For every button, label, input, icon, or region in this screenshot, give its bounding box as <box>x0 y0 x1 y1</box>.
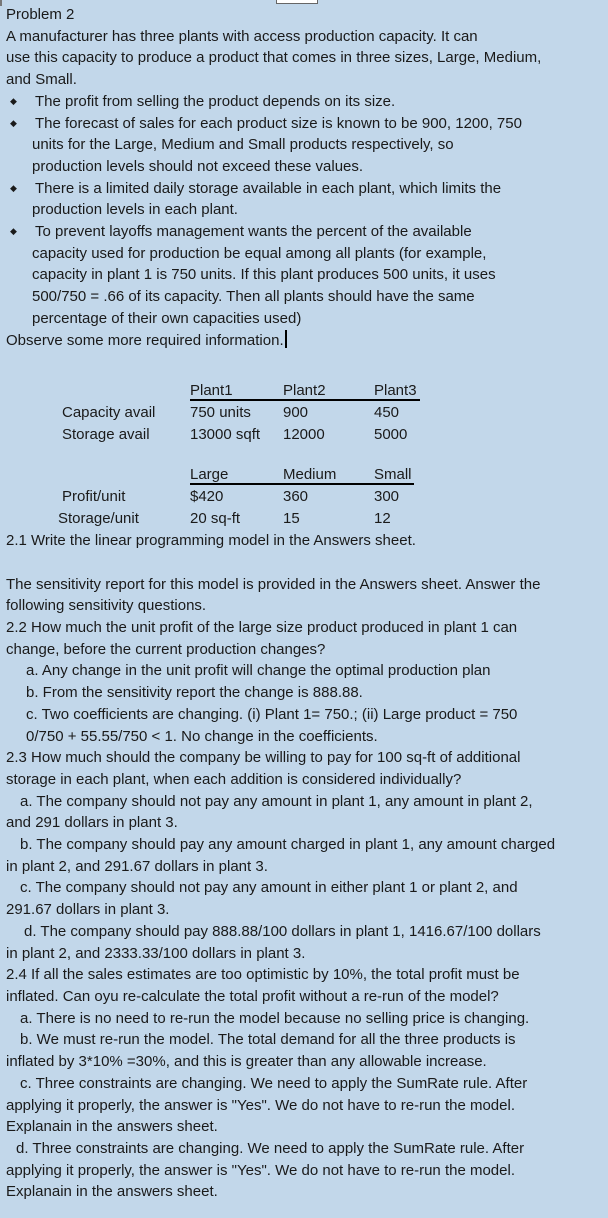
diamond-bullet-icon: ◆ <box>10 95 17 106</box>
products-header-rule <box>190 483 414 485</box>
text-line: Explanain in the answers sheet. <box>6 1183 218 1201</box>
intro-paragraph: A manufacturer has three plants with access production capacity. It can use this capacity to produce a product that comes in three sizes, Large, Medium, and Small. <box>6 27 542 89</box>
text-line: inflated. Can oyu re-calculate the total profit without a re-run of the model? <box>6 988 499 1005</box>
option-b: b. From the sensitivity report the change is 888.88. <box>26 684 363 702</box>
blank-line <box>6 552 606 574</box>
plants-header-2: Plant2 <box>283 382 326 400</box>
text-line: 291.67 dollars in plant 3. <box>6 901 170 919</box>
table-cell: 5000 <box>374 426 408 444</box>
question-2-3: 2.3 How much should the company be willing to pay for 100 sq-ft of additional <box>6 749 521 767</box>
diamond-bullet-icon: ◆ <box>10 182 17 193</box>
row-label: Storage/unit <box>58 510 139 528</box>
diamond-bullet-icon: ◆ <box>10 226 17 237</box>
option-c: c. The company should not pay any amount in either plant 1 or plant 2, and <box>20 879 518 897</box>
bullet-item: ◆ The profit from selling the product depends on its size. <box>6 91 606 113</box>
table-cell: 13000 sqft <box>190 426 261 444</box>
plants-header-rule <box>190 399 420 401</box>
table-cell: $420 <box>190 488 224 506</box>
option-c: c. Three constraints are changing. We need to apply the SumRate rule. After <box>20 1074 528 1092</box>
plants-header-3: Plant3 <box>374 382 417 400</box>
question-2-1: 2.1 Write the linear programming model in the Answers sheet. <box>6 532 416 550</box>
question-2-4: 2.4 If all the sales estimates are too optimistic by 10%, the total profit must be <box>6 966 520 984</box>
table-cell: 12000 <box>283 426 325 444</box>
page-edge <box>0 0 2 6</box>
table-cell: 360 <box>283 488 309 506</box>
products-header-3: Small <box>374 466 412 484</box>
problem-document <box>6 4 606 1203</box>
observe-line: Observe some more required information. <box>6 330 606 352</box>
bullet-item: ◆ The forecast of sales for each product size is known to be 900, 1200, 750 units for the Large, Medium and Small products respectively, so production levels should not exceed these values. <box>10 114 522 175</box>
option-a: a. The company should not pay any amount in plant 1, any amount in plant 2, <box>20 792 533 810</box>
products-header-1: Large <box>190 466 229 484</box>
row-label: Storage avail <box>62 426 150 444</box>
option-b: b. The company should pay any amount charged in plant 1, any amount charged <box>20 836 556 854</box>
option-d: d. The company should pay 888.88/100 dollars in plant 1, 1416.67/100 dollars <box>24 922 541 940</box>
text-cursor <box>285 330 287 348</box>
text-line: inflated by 3*10% =30%, and this is greater than any allowable increase. <box>6 1053 487 1071</box>
option-a: a. Any change in the unit profit will change the optimal production plan <box>26 662 491 680</box>
text-line: Explanain in the answers sheet. <box>6 1118 218 1136</box>
option-b: b. We must re-run the model. The total demand for all the three products is <box>20 1031 516 1049</box>
plants-header-1: Plant1 <box>190 382 233 400</box>
table-cell: 20 sq-ft <box>190 510 241 528</box>
text-line: following sensitivity questions. <box>6 597 207 615</box>
text-line: applying it properly, the answer is "Yes". We do not have to re-run the model. <box>6 1096 515 1114</box>
table-cell: 12 <box>374 510 391 528</box>
text-line: The sensitivity report for this model is provided in the Answers sheet. Answer the <box>6 575 541 593</box>
question-2-2: 2.2 How much the unit profit of the large size product produced in plant 1 can <box>6 619 518 637</box>
problem-title: Problem 2 <box>6 6 75 23</box>
text-line: 0/750 + 55.55/750 < 1. No change in the coefficients. <box>26 727 378 745</box>
text-line: storage in each plant, when each addition is considered individually? <box>6 770 462 788</box>
bullet-list <box>6 91 606 330</box>
text-line: in plant 2, and 2333.33/100 dollars in plant 3. <box>6 944 306 962</box>
table-cell: 750 units <box>190 404 251 422</box>
products-table <box>6 464 606 530</box>
option-a: a. There is no need to re-run the model because no selling price is changing. <box>20 1009 530 1027</box>
text-line: in plant 2, and 291.67 dollars in plant 3. <box>6 857 268 875</box>
questions-section <box>6 530 606 1203</box>
row-label: Profit/unit <box>62 488 126 506</box>
diamond-bullet-icon: ◆ <box>10 117 17 128</box>
products-header-2: Medium <box>283 466 337 484</box>
row-label: Capacity avail <box>62 404 156 422</box>
text-line: change, before the current production changes? <box>6 640 326 658</box>
option-c: c. Two coefficients are changing. (i) Plant 1= 750.; (ii) Large product = 750 <box>26 705 518 723</box>
table-cell: 15 <box>283 510 300 528</box>
option-d: d. Three constraints are changing. We need to apply the SumRate rule. After <box>16 1139 525 1157</box>
table-cell: 300 <box>374 488 400 506</box>
table-cell: 450 <box>374 404 400 422</box>
bullet-item: ◆ To prevent layoffs management wants the percent of the available capacity used for production be equal among all plants (for example, capacity in plant 1 is 750 units. If this plant produces 500 units, it uses 500/750 = .66 of its capacity. Then all plants should have the same percentage of their own capacities used) <box>10 223 496 327</box>
text-line: and 291 dollars in plant 3. <box>6 814 178 832</box>
bullet-item: ◆ There is a limited daily storage available in each plant, which limits the production levels in each plant. <box>10 179 502 219</box>
text-line: applying it properly, the answer is "Yes". We do not have to re-run the model. <box>6 1161 515 1179</box>
plants-table <box>6 380 606 446</box>
table-cell: 900 <box>283 404 309 422</box>
